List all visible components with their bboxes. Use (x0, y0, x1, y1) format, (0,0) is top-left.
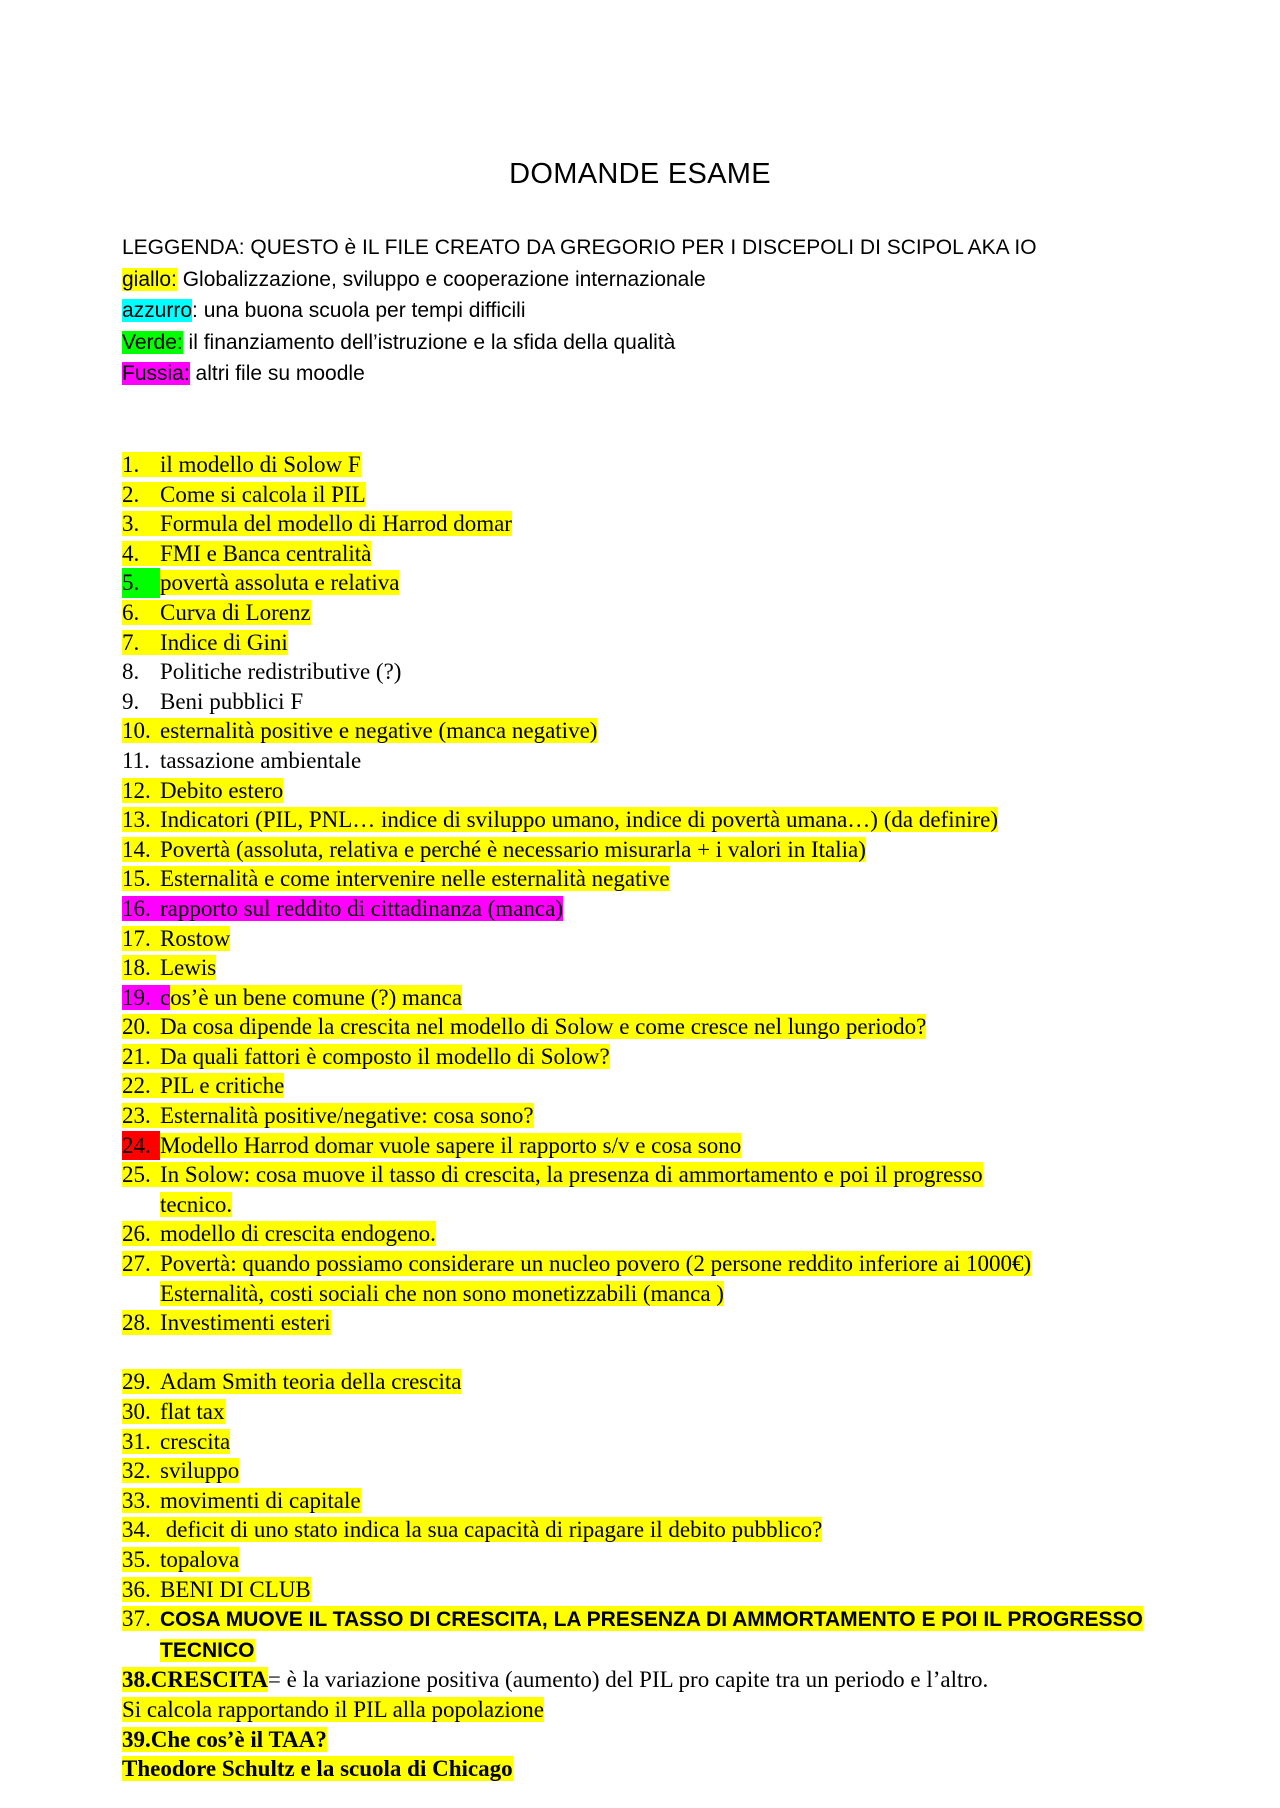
item-text: tassazione ambientale (160, 747, 362, 773)
list-item (122, 1249, 1182, 1279)
list-item (122, 746, 1182, 776)
list-item (122, 983, 1182, 1013)
item-number: 6. (122, 599, 140, 625)
item-number: 21. (122, 1043, 151, 1069)
legend-desc: il finanziamento dell’istruzione e la sfida della qualità (182, 330, 676, 354)
legend-intro: LEGGENDA: QUESTO è IL FILE CREATO DA GREGORIO PER I DISCEPOLI DI SCIPOL AKA IO (122, 236, 1037, 259)
item-text: In Solow: cosa muove il tasso di crescita, la presenza di ammortamento e poi il progresso (160, 1162, 983, 1188)
list-item (122, 480, 1182, 510)
list-item (122, 1219, 1182, 1249)
item-text: sviluppo (160, 1458, 240, 1484)
item-text: Investimenti esteri (160, 1310, 331, 1336)
item-number: 16. (122, 895, 151, 921)
item-number: 18. (122, 955, 151, 981)
item-text: topalova (160, 1546, 240, 1572)
item-text: Formula del modello di Harrod domar (160, 511, 512, 537)
legend-key: azzurro (122, 299, 193, 322)
item-text: Povertà (assoluta, relativa e perché è necessario misurarla + i valori in Italia) (160, 836, 866, 862)
item-text: Theodore Schultz e la scuola di Chicago (122, 1756, 513, 1782)
item-number: 5. (122, 568, 160, 598)
item-number: 13. (122, 807, 151, 833)
list-item (122, 835, 1182, 865)
item-text: movimenti di capitale (160, 1487, 361, 1513)
item-number: 33. (122, 1487, 151, 1513)
question-list (122, 450, 1182, 1784)
item-text: esternalità positive e negative (manca negative) (160, 718, 598, 744)
list-item (122, 1397, 1182, 1427)
item-number: 20. (122, 1014, 151, 1040)
list-item (122, 1071, 1182, 1101)
item-text: Esternalità positive/negative: cosa sono? (160, 1103, 534, 1129)
item-text: 39.Che cos’è il TAA? (122, 1726, 327, 1752)
list-item (122, 1604, 1182, 1635)
item-number: 28. (122, 1310, 151, 1336)
list-item (122, 1012, 1182, 1042)
list-item-continuation (122, 1695, 1182, 1725)
item-number: 2. (122, 481, 140, 507)
item-text: Debito estero (160, 777, 284, 803)
item-text: Curva di Lorenz (160, 599, 311, 625)
item-number: 23. (122, 1103, 151, 1129)
item-text: Rostow (160, 925, 231, 951)
item-text: Povertà: quando possiamo considerare un nucleo povero (2 persone reddito inferiore ai 1000€) (160, 1251, 1032, 1277)
item-number: 11. (122, 747, 150, 773)
list-item (122, 450, 1182, 480)
item-number: 9. (122, 688, 140, 714)
item-number: 38. (122, 1667, 151, 1693)
item-number: 29. (122, 1369, 151, 1395)
item-number: 14. (122, 836, 151, 862)
item-number: 1. (122, 452, 140, 477)
page-title: DOMANDE ESAME (509, 158, 771, 190)
item-text: Indice di Gini (160, 629, 288, 655)
list-item (122, 1042, 1182, 1072)
legend-item-verde (122, 327, 1222, 359)
list-item (122, 568, 1182, 598)
list-item (122, 1308, 1182, 1338)
list-item (122, 657, 1182, 687)
item-number: 22. (122, 1073, 151, 1099)
item-text: TECNICO (160, 1638, 255, 1662)
legend-item-azzurro (122, 295, 1222, 327)
legend-key: Fussia: (122, 362, 190, 385)
list-item (122, 687, 1182, 717)
list-item (122, 1160, 1182, 1190)
item-text: Lewis (160, 955, 217, 981)
list-item (122, 924, 1182, 954)
item-text: COSA MUOVE IL TASSO DI CRESCITA, LA PRESENZA DI AMMORTAMENTO E POI IL PROGRESSO (160, 1608, 1143, 1632)
list-item (122, 864, 1182, 894)
item-number: 3. (122, 511, 140, 537)
legend-desc: Globalizzazione, sviluppo e cooperazione internazionale (176, 267, 706, 291)
item-number: 35. (122, 1546, 151, 1572)
item-number: 12. (122, 777, 151, 803)
item-text: modello di crescita endogeno. (160, 1221, 436, 1247)
list-item (122, 776, 1182, 806)
list-item (122, 1427, 1182, 1457)
item-number: 31. (122, 1428, 151, 1454)
legend (122, 232, 1222, 390)
item-number: 27. (122, 1251, 151, 1277)
item-text: Modello Harrod domar vuole sapere il rapporto s/v e cosa sono (160, 1132, 742, 1158)
item-text: Adam Smith teoria della crescita (160, 1369, 462, 1395)
list-item (122, 953, 1182, 983)
list-item (122, 1725, 1182, 1755)
item-text: Come si calcola il PIL (160, 481, 366, 507)
item-number: 34. (122, 1517, 151, 1543)
legend-item-fussia (122, 358, 1222, 390)
item-text: c (160, 984, 171, 1010)
list-item-continuation (122, 1190, 1182, 1220)
list-item (122, 1545, 1182, 1575)
list-item (122, 1575, 1182, 1605)
list-item (122, 1486, 1182, 1516)
list-item (122, 598, 1182, 628)
item-number: 30. (122, 1399, 151, 1424)
item-text: FMI e Banca centralità (160, 540, 372, 566)
list-item (122, 716, 1182, 746)
item-number: 7. (122, 629, 140, 655)
item-bold-term: CRESCITA (150, 1667, 268, 1693)
item-text: povertà assoluta e relativa (160, 570, 400, 596)
item-text: = è la variazione positiva (aumento) del PIL pro capite tra un periodo e l’altro. (267, 1667, 989, 1693)
item-text: crescita (160, 1428, 231, 1454)
item-text: deficit di uno stato indica la sua capacità di ripagare il debito pubblico? (160, 1517, 823, 1543)
item-number: 19. (122, 984, 151, 1010)
list-item (122, 1131, 1182, 1161)
item-number: 32. (122, 1458, 151, 1484)
item-text: tecnico. (160, 1191, 233, 1217)
legend-desc: : una buona scuola per tempi difficili (192, 299, 526, 322)
item-text: flat tax (160, 1399, 225, 1424)
item-text: Si calcola rapportando il PIL alla popolazione (122, 1696, 544, 1722)
legend-key: Verde: (122, 330, 183, 354)
list-item (122, 539, 1182, 569)
legend-item-giallo (122, 264, 1222, 296)
list-item (122, 1456, 1182, 1486)
item-text: os’è un bene comune (?) manca (170, 984, 463, 1010)
item-number: 10. (122, 718, 151, 744)
list-item (122, 509, 1182, 539)
item-number: 17. (122, 925, 151, 951)
item-number: 4. (122, 540, 140, 566)
list-item-continuation (122, 1279, 1182, 1309)
item-text: rapporto sul reddito di cittadinanza (manca) (160, 895, 563, 921)
item-number: 15. (122, 866, 151, 892)
item-number: 25. (122, 1162, 151, 1188)
item-text: Esternalità, costi sociali che non sono monetizzabili (manca ) (160, 1280, 724, 1306)
list-item-continuation (122, 1754, 1182, 1784)
list-item (122, 805, 1182, 835)
legend-key: giallo: (122, 267, 177, 291)
item-text: Esternalità e come intervenire nelle esternalità negative (160, 866, 670, 892)
item-number: 36. (122, 1576, 151, 1602)
item-text: Da cosa dipende la crescita nel modello di Solow e come cresce nel lungo periodo? (160, 1014, 927, 1040)
list-item (122, 1665, 1182, 1695)
list-item (122, 1101, 1182, 1131)
item-number: 24. (122, 1131, 160, 1161)
item-number: 8. (122, 659, 140, 685)
list-item (122, 894, 1182, 924)
list-item (122, 628, 1182, 658)
item-text: Indicatori (PIL, PNL… indice di sviluppo umano, indice di povertà umana…) (da definire) (160, 807, 998, 833)
item-text: Politiche redistributive (?) (160, 659, 402, 685)
item-text: Da quali fattori è composto il modello di Solow? (160, 1043, 610, 1069)
item-number: 26. (122, 1221, 151, 1247)
item-number: 37. (122, 1606, 151, 1632)
list-item (122, 1515, 1182, 1545)
list-item-continuation (122, 1635, 1182, 1666)
legend-desc: altri file su moodle (189, 362, 365, 385)
item-text: il modello di Solow F (160, 452, 361, 477)
item-text: Beni pubblici F (160, 688, 304, 714)
item-text: PIL e critiche (160, 1073, 285, 1099)
item-text: BENI DI CLUB (160, 1576, 311, 1602)
list-item (122, 1367, 1182, 1397)
